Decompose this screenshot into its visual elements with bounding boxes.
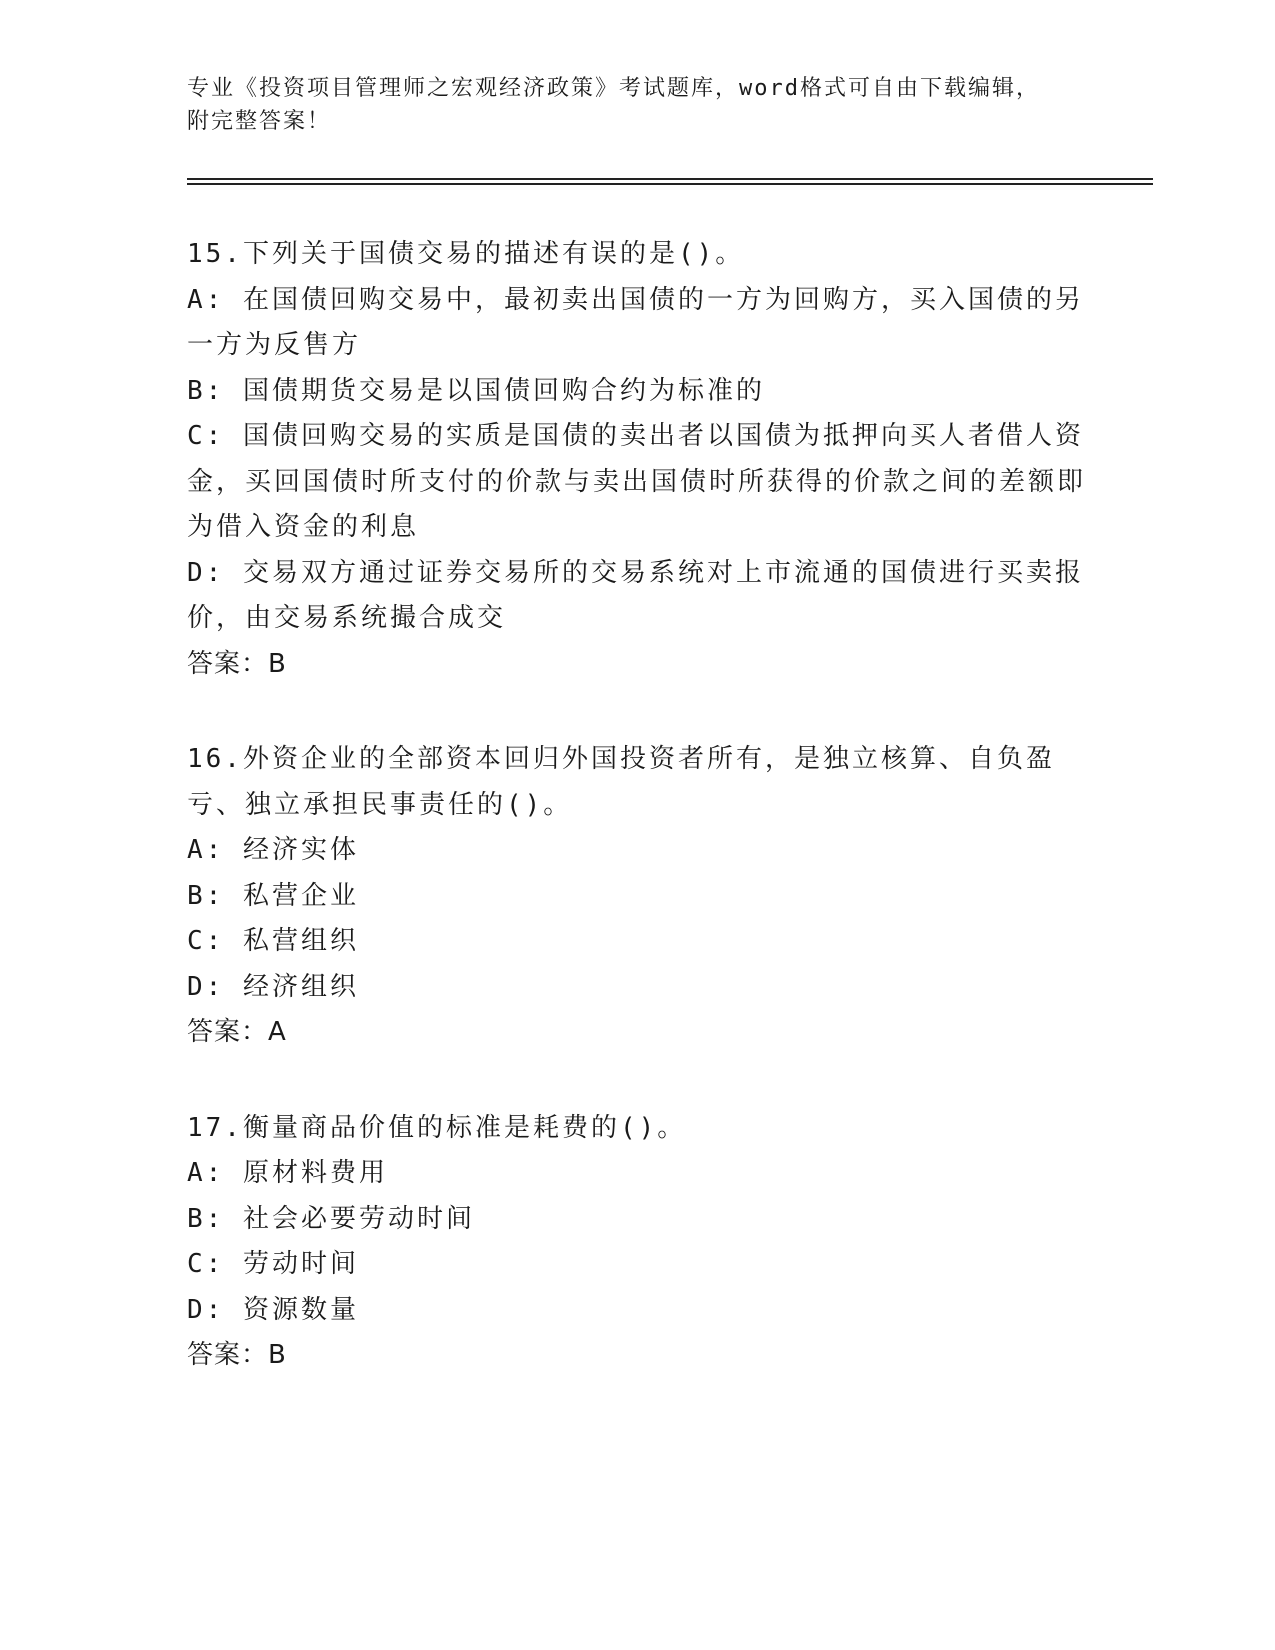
answer-line: 答案：B — [187, 648, 287, 679]
header-line-2: 附完整答案！ — [187, 109, 332, 134]
option-c: C: 私营组织 — [187, 926, 359, 956]
question-list — [187, 232, 1087, 1429]
header-divider-bottom — [187, 183, 1153, 185]
question-15 — [187, 232, 1087, 687]
question-16 — [187, 737, 1087, 1056]
option-c: C: 国债回购交易的实质是国债的卖出者以国债为抵押向买人者借人资金，买回国债时所支付的价款与卖出国债时所获得的价款之间的差额即为借入资金的利息 — [187, 421, 1087, 542]
question-stem: 15.下列关于国债交易的描述有误的是()。 — [187, 239, 745, 269]
question-17 — [187, 1106, 1087, 1379]
option-a: A: 原材料费用 — [187, 1158, 388, 1188]
answer-line: 答案：B — [187, 1340, 287, 1370]
option-b: B: 社会必要劳动时间 — [187, 1203, 475, 1234]
header-line-1: 专业《投资项目管理师之宏观经济政策》考试题库，word格式可自由下载编辑， — [187, 76, 1040, 101]
question-stem: 17.衡量商品价值的标准是耗费的()。 — [187, 1112, 687, 1143]
question-stem: 16.外资企业的全部资本回归外国投资者所有，是独立核算、自负盈亏、独立承担民事责任的()。 — [187, 744, 1055, 820]
header-divider-top — [187, 178, 1153, 180]
document-header — [187, 72, 1087, 138]
option-a: A: 在国债回购交易中，最初卖出国债的一方为回购方，买入国债的另一方为反售方 — [187, 284, 1084, 360]
option-b: B: 国债期货交易是以国债回购合约为标准的 — [187, 375, 765, 406]
option-c: C: 劳动时间 — [187, 1249, 359, 1279]
option-d: D: 交易双方通过证券交易所的交易系统对上市流通的国债进行买卖报价，由交易系统撮合成交 — [187, 557, 1084, 633]
option-d: D: 资源数量 — [187, 1294, 359, 1325]
option-a: A: 经济实体 — [187, 835, 359, 865]
option-d: D: 经济组织 — [187, 971, 359, 1002]
option-b: B: 私营企业 — [187, 880, 359, 911]
answer-line: 答案：A — [187, 1017, 287, 1047]
